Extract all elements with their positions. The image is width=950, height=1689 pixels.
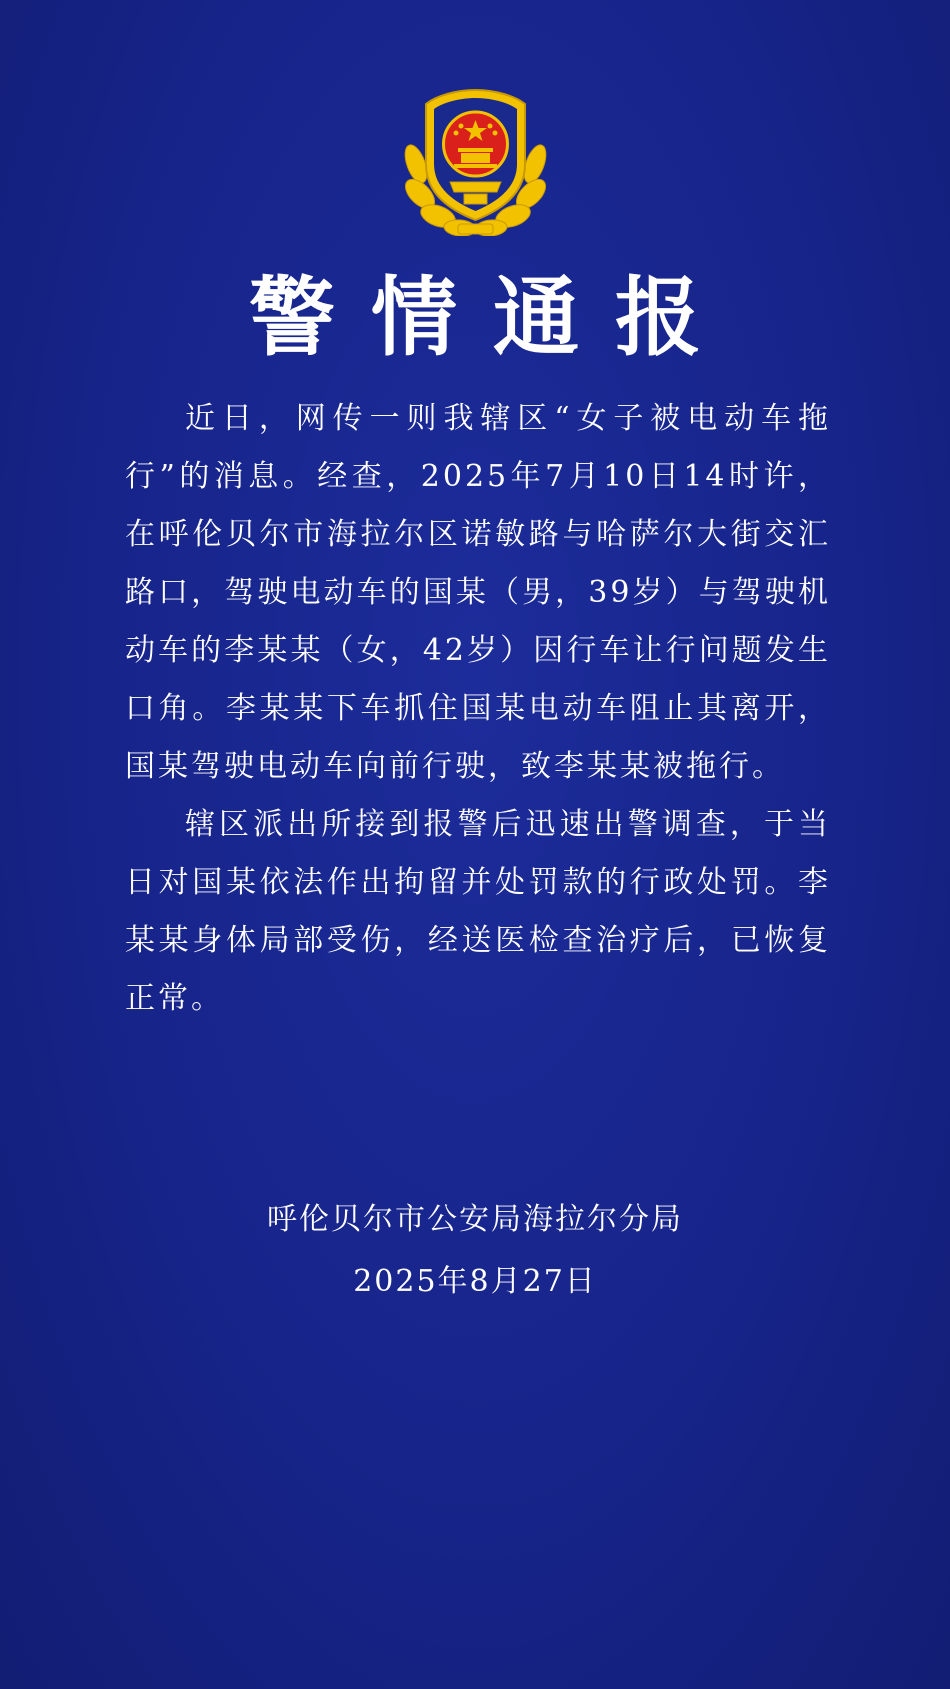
issue-date: 2025年8月27日 [353, 1264, 597, 1299]
notice-body [125, 390, 831, 1028]
issuer-name: 呼伦贝尔市公安局海拉尔分局 [267, 1202, 683, 1237]
notice-title: 警情通报 [249, 268, 737, 368]
police-emblem-icon [398, 86, 553, 236]
notice-paragraph: 辖区派出所接到报警后迅速出警调查，于当日对国某依法作出拘留并处罚款的行政处罚。李某某身体局部受伤，经送医检查治疗后，已恢复正常。 [125, 807, 831, 1016]
notice-paragraph: 近日，网传一则我辖区“女子被电动车拖行”的消息。经查，2025年7月10日14时许，在呼伦贝尔市海拉尔区诺敏路与哈萨尔大街交汇路口，驾驶电动车的国某（男，39岁）与驾驶机动车的李某某（女，42岁）因行车让行问题发生口角。李某某下车抓住国某电动车阻止其离开，国某驾驶电动车向前行驶，致李某某被拖行。 [125, 401, 831, 784]
